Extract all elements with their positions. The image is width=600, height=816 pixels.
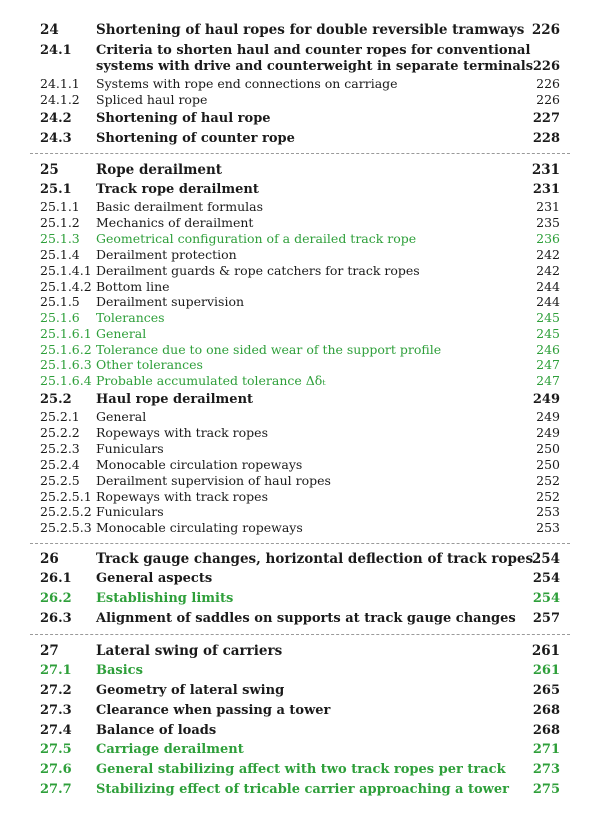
toc-entry-number: 27.1 bbox=[40, 663, 72, 678]
toc-entry-title: Rope derailment bbox=[96, 162, 223, 178]
toc-entry-number: 25.2.1 bbox=[40, 409, 80, 424]
toc-entry-number: 24.1 bbox=[40, 43, 72, 58]
toc-entry-number: 25.1.3 bbox=[40, 231, 80, 246]
toc-entry-page: 265 bbox=[532, 683, 560, 698]
toc-entry-title: Balance of loads bbox=[96, 723, 217, 738]
toc-entry-page: 261 bbox=[532, 663, 560, 678]
toc-entry-number: 25 bbox=[40, 162, 59, 178]
toc-entry-number: 25.2.5.1 bbox=[40, 489, 92, 504]
toc-entry-number: 25.1 bbox=[40, 182, 72, 197]
toc-entry-number: 25.2.5.2 bbox=[40, 504, 92, 519]
toc-entry-number: 25.1.6.1 bbox=[40, 326, 92, 341]
toc-entry-number: 24.1.1 bbox=[40, 76, 80, 91]
toc-entry-title: Derailment guards & rope catchers for track ropes bbox=[96, 263, 420, 278]
toc-entry-number: 25.2.5.3 bbox=[40, 520, 92, 535]
toc-entry-page: 227 bbox=[532, 111, 560, 126]
toc-entry-page: 273 bbox=[532, 762, 560, 777]
toc-entry-title: Track gauge changes, horizontal deflection of track ropes bbox=[96, 551, 534, 567]
toc-entry-page: 226 bbox=[532, 59, 560, 74]
toc-entry-title: Probable accumulated tolerance Δδₜ bbox=[96, 373, 326, 388]
toc-entry-page: 249 bbox=[536, 409, 560, 424]
toc-entry-page: 261 bbox=[531, 643, 560, 659]
toc-entry-page: 226 bbox=[531, 22, 560, 38]
toc-entry-title: Basics bbox=[96, 663, 143, 678]
toc-entry-title: Track rope derailment bbox=[96, 182, 259, 197]
toc-entry-title: Systems with rope end connections on carriage bbox=[96, 76, 398, 91]
toc-entry-number: 25.1.1 bbox=[40, 199, 80, 214]
toc-entry-title: Alignment of saddles on supports at track gauge changes bbox=[96, 611, 516, 626]
toc-entry-page: 236 bbox=[536, 231, 560, 246]
toc-entry-page: 254 bbox=[532, 571, 560, 586]
toc-entry-number: 25.2.2 bbox=[40, 425, 80, 440]
toc-entry-page: 231 bbox=[536, 199, 560, 214]
toc-entry-number: 27.7 bbox=[40, 782, 72, 797]
toc-entry-title: General aspects bbox=[96, 571, 213, 586]
toc-entry-number: 25.1.6.2 bbox=[40, 342, 92, 357]
toc-entry-number: 27.3 bbox=[40, 703, 72, 718]
toc-entry-page: 254 bbox=[531, 551, 560, 567]
toc-entry-page: 244 bbox=[536, 279, 560, 294]
toc-entry-page: 249 bbox=[536, 425, 560, 440]
toc-entry-title: Derailment supervision of haul ropes bbox=[96, 473, 331, 488]
toc-entry-page: 268 bbox=[532, 703, 560, 718]
toc-entry-number: 25.2.3 bbox=[40, 441, 80, 456]
toc-entry-title: Stabilizing effect of tricable carrier approaching a tower bbox=[96, 782, 509, 797]
toc-entry-number: 26.2 bbox=[40, 591, 72, 606]
toc-entry-number: 25.2.4 bbox=[40, 457, 80, 472]
toc-entry-number: 25.1.4 bbox=[40, 247, 80, 262]
toc-entry-title: Ropeways with track ropes bbox=[96, 425, 268, 440]
toc-entry-number: 25.1.4.2 bbox=[40, 279, 92, 294]
toc-entry-page: 253 bbox=[536, 504, 560, 519]
toc-entry-page: 252 bbox=[536, 473, 560, 488]
toc-entry-page: 231 bbox=[531, 162, 560, 178]
toc-entry-page: 268 bbox=[532, 723, 560, 738]
toc-entry-page: 257 bbox=[532, 611, 560, 626]
toc-entry-title: Carriage derailment bbox=[96, 742, 244, 757]
toc-entry-title: Shortening of haul ropes for double reversible tramways bbox=[96, 22, 525, 38]
toc-entry-page: 235 bbox=[536, 215, 560, 230]
toc-entry-page: 254 bbox=[532, 591, 560, 606]
toc-entry-title: Tolerance due to one sided wear of the support profile bbox=[96, 342, 442, 357]
toc-entry-number: 27.4 bbox=[40, 723, 72, 738]
toc-entry-page: 271 bbox=[532, 742, 560, 757]
toc-entry-title: Mechanics of derailment bbox=[96, 215, 254, 230]
toc-entry-page: 247 bbox=[536, 373, 560, 388]
section-divider bbox=[30, 543, 570, 544]
toc-entry-number: 25.1.6 bbox=[40, 310, 80, 325]
toc-entry-number: 24.3 bbox=[40, 131, 72, 146]
toc-entry-page: 242 bbox=[536, 263, 560, 278]
toc-entry-page: 249 bbox=[532, 392, 560, 407]
toc-entry-number: 25.2.5 bbox=[40, 473, 80, 488]
toc-entry-page: 228 bbox=[532, 131, 560, 146]
toc-entry-page: 245 bbox=[536, 310, 560, 325]
toc-entry-title: Shortening of haul rope bbox=[96, 111, 271, 126]
toc-entry-number: 26.3 bbox=[40, 611, 72, 626]
toc-entry-title: General stabilizing affect with two track ropes per track bbox=[96, 762, 506, 777]
toc-entry-page: 245 bbox=[536, 326, 560, 341]
toc-entry-page: 275 bbox=[532, 782, 560, 797]
toc-entry-title: Funiculars bbox=[96, 504, 164, 519]
toc-entry-number: 25.1.4.1 bbox=[40, 263, 92, 278]
toc-entry-title: Establishing limits bbox=[96, 591, 234, 606]
toc-entry-number: 24 bbox=[40, 22, 59, 38]
toc-entry-page: 250 bbox=[536, 441, 560, 456]
toc-entry-number: 27 bbox=[40, 643, 59, 659]
toc-entry-page: 244 bbox=[536, 294, 560, 309]
toc-entry-number: 24.1.2 bbox=[40, 92, 80, 107]
toc-entry-number: 25.2 bbox=[40, 392, 72, 407]
toc-entry-title: Funiculars bbox=[96, 441, 164, 456]
toc-entry-title: Monocable circulation ropeways bbox=[96, 457, 303, 472]
toc-entry-number: 25.1.5 bbox=[40, 294, 80, 309]
toc-entry-page: 253 bbox=[536, 520, 560, 535]
toc-entry-number: 25.1.6.3 bbox=[40, 357, 92, 372]
toc-entry-title: Geometry of lateral swing bbox=[96, 683, 285, 698]
toc-entry-number: 27.6 bbox=[40, 762, 72, 777]
toc-entry-title: Spliced haul rope bbox=[96, 92, 208, 107]
toc-entry-number: 26.1 bbox=[40, 571, 72, 586]
toc-entry-page: 247 bbox=[536, 357, 560, 372]
section-divider bbox=[30, 153, 570, 154]
toc-entry-page: 226 bbox=[536, 76, 560, 91]
toc-entry-title: Clearance when passing a tower bbox=[96, 703, 331, 718]
toc-entry-number: 24.2 bbox=[40, 111, 72, 126]
toc-entry-number: 25.1.2 bbox=[40, 215, 80, 230]
toc-entry-page: 231 bbox=[532, 182, 560, 197]
toc-entry-title: Bottom line bbox=[96, 279, 170, 294]
toc-entry-title: General bbox=[96, 326, 147, 341]
toc-entry-title: Criteria to shorten haul and counter ropes for conventional systems with drive and counterweight in separate terminals bbox=[96, 43, 534, 74]
toc-entry-title: Derailment protection bbox=[96, 247, 237, 262]
toc-entry-page: 226 bbox=[536, 92, 560, 107]
section-divider bbox=[30, 634, 570, 635]
toc-entry-title: Tolerances bbox=[96, 310, 165, 325]
toc-entry-title: General bbox=[96, 409, 147, 424]
toc-entry-title: Other tolerances bbox=[96, 357, 203, 372]
toc-entry-number: 26 bbox=[40, 551, 59, 567]
toc-entry-title: Shortening of counter rope bbox=[96, 131, 295, 146]
toc-entry-title: Derailment supervision bbox=[96, 294, 245, 309]
toc-entry-title: Ropeways with track ropes bbox=[96, 489, 268, 504]
toc-entry-title: Geometrical configuration of a derailed track rope bbox=[96, 231, 417, 246]
toc-entry-page: 250 bbox=[536, 457, 560, 472]
toc-entry-page: 246 bbox=[536, 342, 560, 357]
toc-entry-number: 27.5 bbox=[40, 742, 72, 757]
toc-entry-title: Basic derailment formulas bbox=[96, 199, 264, 214]
toc-entry-title: Monocable circulating ropeways bbox=[96, 520, 303, 535]
toc-entry-number: 25.1.6.4 bbox=[40, 373, 92, 388]
toc-entry-page: 242 bbox=[536, 247, 560, 262]
toc-entry-title: Lateral swing of carriers bbox=[96, 643, 283, 659]
toc-entry-title: Haul rope derailment bbox=[96, 392, 254, 407]
toc-entry-page: 252 bbox=[536, 489, 560, 504]
toc-entry-number: 27.2 bbox=[40, 683, 72, 698]
